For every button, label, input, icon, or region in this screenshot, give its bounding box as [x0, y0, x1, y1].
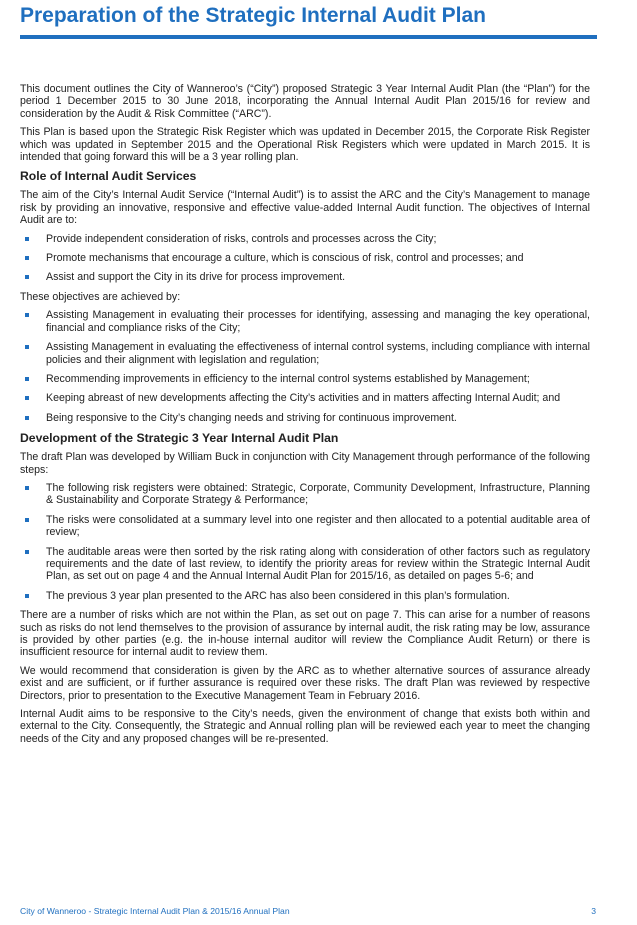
- list-item: Assisting Management in evaluating the effectiveness of internal control systems, including compliance with internal policies and their alignment with legislation and regulation;: [20, 341, 590, 366]
- list-item: Keeping abreast of new developments affecting the City’s activities and in matters affecting Internal Audit; and: [20, 392, 590, 404]
- document-body: [20, 83, 590, 751]
- section-heading-development: Development of the Strategic 3 Year Internal Audit Plan: [20, 431, 339, 446]
- footer-document-title: City of Wanneroo - Strategic Internal Audit Plan & 2015/16 Annual Plan: [20, 906, 290, 916]
- list-item: The previous 3 year plan presented to the ARC has also been considered in this plan’s formulation.: [20, 590, 590, 602]
- list-item: The auditable areas were then sorted by the risk rating along with consideration of other factors such as regulatory requirements and the date of last review, to identify the priority areas for review within the Strategic Internal Audit Plan, as set out on page 4 and the Annual Internal Audit Plan for 2015/16, as detailed on pages 5-6; and: [20, 546, 590, 583]
- development-paragraph: There are a number of risks which are not within the Plan, as set out on page 7. This can arise for a number of reasons such as risks do not lend themselves to the provision of assurance by internal audit, the risk rating may be low, assurance is provided by other parties (e.g. the in-house internal auditor will review the Compliance Audit Return) or there is insufficient resource for internal audit to review them.: [20, 609, 590, 659]
- section-heading-role: Role of Internal Audit Services: [20, 169, 197, 184]
- objectives-list: [20, 233, 590, 284]
- development-paragraph: We would recommend that consideration is given by the ARC as to whether alternative sources of assurance already exist and are sufficient, or if further assurance is required over these risks. The draft Plan was reviewed by respective Directors, prior to presentation to the Executive Management Team in February 2016.: [20, 664, 590, 702]
- role-paragraph: The aim of the City’s Internal Audit Service (“Internal Audit”) is to assist the ARC and the City’s Management to manage risk by providing an innovative, responsive and effective value-added Internal Audit function. The objectives of Internal Audit are to:: [20, 189, 590, 227]
- list-item: Provide independent consideration of risks, controls and processes across the City;: [20, 233, 590, 245]
- role-paragraph: These objectives are achieved by:: [20, 290, 181, 303]
- page-footer: [20, 906, 596, 916]
- list-item: Assist and support the City in its drive for process improvement.: [20, 271, 590, 283]
- intro-paragraph: This document outlines the City of Wanneroo’s (“City”) proposed Strategic 3 Year Internal Audit Plan (the “Plan”) for the period 1 December 2015 to 30 June 2018, incorporating the Annual Internal Audit Plan 2015/16 for review and consideration by the Audit & Risk Committee (“ARC”).: [20, 83, 590, 120]
- list-item: Being responsive to the City’s changing needs and striving for continuous improvement.: [20, 412, 590, 424]
- list-item: The following risk registers were obtained: Strategic, Corporate, Community Development, Infrastructure, Planning & Sustainability and Corporate Strategy & Performance;: [20, 482, 590, 507]
- development-paragraph: The draft Plan was developed by William Buck in conjunction with City Management through performance of the following steps:: [20, 451, 590, 476]
- title-rule: [20, 35, 597, 39]
- steps-list: [20, 482, 590, 602]
- achieved-by-list: [20, 309, 590, 424]
- page-title: Preparation of the Strategic Internal Audit Plan: [20, 4, 486, 27]
- intro-paragraph: This Plan is based upon the Strategic Risk Register which was updated in December 2015, the Corporate Risk Register which was updated in September 2015 and the Operational Risk Registers which were updated in March 2015. It is intended that going forward this will be a 3 year rolling plan.: [20, 126, 590, 164]
- list-item: Promote mechanisms that encourage a culture, which is conscious of risk, control and processes; and: [20, 252, 590, 264]
- development-paragraph: Internal Audit aims to be responsive to the City’s needs, given the environment of change that exists both within and external to the City. Consequently, the Strategic and Annual rolling plan will be reviewed each year to meet the changing needs of the City and any proposed changes will be re-presented.: [20, 708, 590, 745]
- list-item: Assisting Management in evaluating their processes for identifying, assessing and managing the key operational, financial and compliance risks of the City;: [20, 309, 590, 334]
- list-item: Recommending improvements in efficiency to the internal control systems established by Management;: [20, 373, 590, 385]
- list-item: The risks were consolidated at a summary level into one register and then allocated to a potential auditable area of review;: [20, 514, 590, 539]
- page-number: 3: [591, 906, 596, 916]
